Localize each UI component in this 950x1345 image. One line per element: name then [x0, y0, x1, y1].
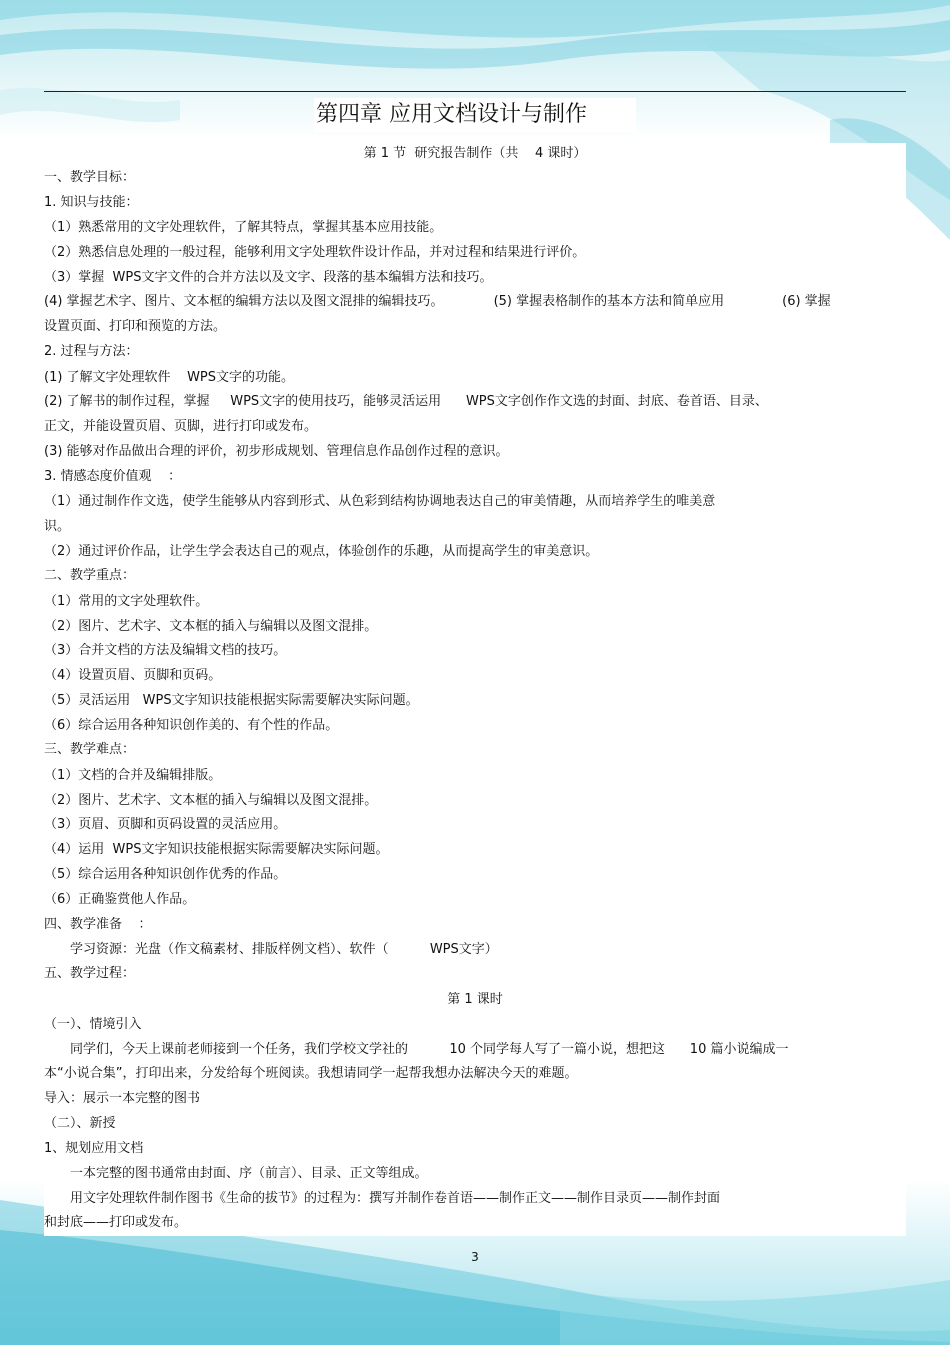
text-line: [44, 965, 135, 983]
text-segment: 本“小说合集”，打印出来，分发给每个班阅读。我想请同学一起帮我想办法解决今天的难题。: [44, 1066, 578, 1081]
text-segment: （5）灵活运用 WPS文字知识技能根据实际需要解决实际问题。: [44, 693, 419, 708]
text-line: [44, 493, 715, 511]
text-segment: 一、教学目标：: [44, 170, 136, 185]
text-line: [44, 518, 70, 536]
text-line: [44, 692, 419, 710]
text-segment: （6）正确鉴赏他人作品。: [44, 892, 196, 907]
text-line: [44, 393, 768, 411]
text-line: [44, 866, 286, 884]
text-segment: 和封底——打印或发布。: [44, 1215, 188, 1230]
text-segment: (6) 掌握: [782, 294, 831, 309]
text-line: [44, 418, 317, 436]
text-segment: 1. 知识与技能：: [44, 195, 139, 210]
text-line: [44, 145, 906, 163]
text-segment: （1）熟悉常用的文字处理软件，了解其特点，掌握其基本应用技能。: [44, 220, 443, 235]
text-segment: 识。: [44, 519, 71, 534]
text-line: [44, 244, 585, 262]
text-segment: （5）综合运用各种知识创作优秀的作品。: [44, 867, 287, 882]
text-segment: 二、教学重点：: [44, 568, 136, 583]
text-segment: （2）通过评价作品，让学生学会表达自己的观点，体验创作的乐趣，从而提高学生的审美意识。: [44, 544, 599, 559]
text-segment: （2）图片、艺术字、文本框的插入与编辑以及图文混排。: [44, 619, 378, 634]
text-segment: 一本完整的图书通常由封面、序（前言）、目录、正文等组成。: [70, 1166, 428, 1181]
text-segment: 学习资源：光盘（作文稿素材、排版样例文档）、软件（ WPS文字）: [70, 942, 498, 957]
text-segment: （2）熟悉信息处理的一般过程，能够利用文字处理软件设计作品，并对过程和结果进行评价。: [44, 245, 586, 260]
text-line: [70, 1190, 720, 1208]
text-segment: 用文字处理软件制作图书《生命的拔节》的过程为：撰写并制作卷首语——制作正文——制作目录页——制作封面: [70, 1191, 721, 1206]
text-line: [44, 1140, 143, 1158]
text-segment: （3）合并文档的方法及编辑文档的技巧。: [44, 643, 287, 658]
text-segment: (4) 掌握艺术字、图片、文本框的编辑方法以及图文混排的编辑技巧。: [44, 294, 444, 309]
text-segment: (2) 了解书的制作过程，掌握 WPS文字的使用技巧，能够灵活运用 WPS文字创作作文选的封面、封底、卷首语、目录、: [44, 394, 768, 409]
text-segment: 四、教学准备 ：: [44, 917, 152, 932]
text-line: [44, 443, 509, 461]
text-line: [44, 792, 377, 810]
text-segment: （一）、情境引入: [44, 1017, 142, 1032]
text-segment: 设置页面、打印和预览的方法。: [44, 319, 227, 334]
text-line: [44, 194, 139, 212]
text-segment: （6）综合运用各种知识创作美的、有个性的作品。: [44, 718, 339, 733]
text-segment: （4）设置页眉、页脚和页码。: [44, 668, 222, 683]
text-segment: 第 1 课时: [447, 992, 503, 1007]
text-line: [44, 1090, 200, 1108]
text-line: [44, 891, 195, 909]
text-line: [44, 618, 377, 636]
text-segment: （1）通过制作作文选，使学生能够从内容到形式、从色彩到结构协调地表达自己的审美情趣，从而培养学生的唯美意: [44, 494, 716, 509]
text-segment: 第 1 节 研究报告制作（共 4 课时）: [363, 146, 587, 161]
text-segment: （1）文档的合并及编辑排版。: [44, 768, 222, 783]
text-line: [44, 318, 226, 336]
text-line: [44, 343, 139, 361]
text-segment: 同学们，今天上课前老师接到一个任务，我们学校文学社的 10 个同学每人写了一篇小说，想把这 10 篇小说编成一: [70, 1042, 789, 1057]
text-segment: 五、教学过程：: [44, 966, 136, 981]
text-line: [44, 667, 221, 685]
text-segment: 1、规划应用文档: [44, 1141, 144, 1156]
text-line: [44, 841, 388, 859]
text-line: [44, 369, 294, 387]
text-line: [44, 593, 208, 611]
text-line: [44, 642, 286, 660]
text-line: [44, 1115, 116, 1133]
text-line: [44, 816, 286, 834]
text-line: [44, 741, 135, 759]
header-rule: [44, 91, 906, 92]
text-line: [44, 269, 492, 287]
text-line: [70, 1041, 788, 1059]
text-line: [44, 468, 181, 486]
text-segment: (1) 了解文字处理软件 WPS文字的功能。: [44, 370, 295, 385]
text-segment: 三、教学难点：: [44, 742, 136, 757]
text-segment: 导入：展示一本完整的图书: [44, 1091, 201, 1106]
document-body: [44, 143, 906, 1236]
text-line: [44, 991, 906, 1009]
text-segment: 正文，并能设置页眉、页脚，进行打印或发布。: [44, 419, 318, 434]
text-line: [44, 567, 135, 585]
text-segment: 3. 情感态度价值观 ：: [44, 469, 182, 484]
text-line: [44, 717, 338, 735]
text-line: [44, 1016, 142, 1034]
text-line: [44, 293, 831, 311]
text-segment: （1）常用的文字处理软件。: [44, 594, 209, 609]
text-segment: （3）掌握 WPS文字文件的合并方法以及文字、段落的基本编辑方法和技巧。: [44, 270, 493, 285]
text-line: [44, 1065, 577, 1083]
text-line: [44, 767, 221, 785]
text-segment: （二）、新授: [44, 1116, 116, 1131]
text-segment: （3）页眉、页脚和页码设置的灵活应用。: [44, 817, 287, 832]
text-segment: (5) 掌握表格制作的基本方法和简单应用: [493, 294, 725, 309]
text-line: [44, 1214, 187, 1232]
chapter-title: 第四章 应用文档设计与制作: [314, 98, 636, 132]
text-line: [44, 543, 598, 561]
text-line: [70, 941, 498, 959]
text-segment: (3) 能够对作品做出合理的评价，初步形成规划、管理信息作品创作过程的意识。: [44, 444, 509, 459]
page-number: 3: [471, 1250, 479, 1264]
text-segment: 2. 过程与方法：: [44, 344, 139, 359]
text-line: [70, 1165, 428, 1183]
text-segment: （2）图片、艺术字、文本框的插入与编辑以及图文混排。: [44, 793, 378, 808]
text-segment: （4）运用 WPS文字知识技能根据实际需要解决实际问题。: [44, 842, 389, 857]
text-line: [44, 219, 442, 237]
text-line: [44, 916, 152, 934]
text-line: [44, 169, 135, 187]
